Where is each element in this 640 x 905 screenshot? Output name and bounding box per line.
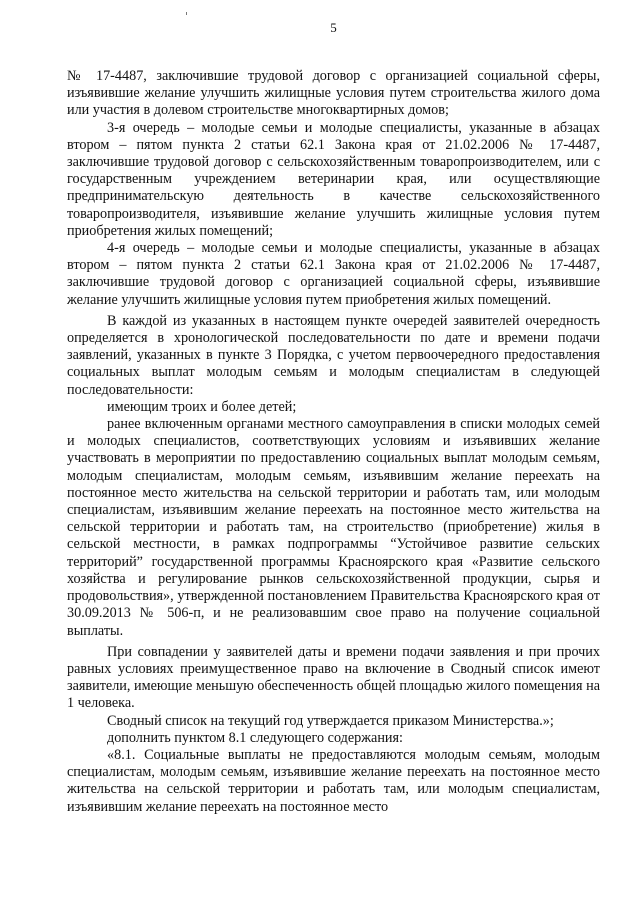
paragraph-previously-included: ранее включенным органами местного самоуправления в списки молодых семей и молодых специалистов, соответствующих условиям и изъявивших желание участвовать в мероприятии по предоставлению социальных выплат молодым семьям, молодым специалистам, молодым семьям, изъявившим желание переехать на постоянное место жительства на сельской территории и работать там, или молодым специалистам, изъявившим желание переехать на постоянное место жительства на сельской территории и работать там, на строительство (приобретение) жилья в сельской местности, в рамках подпрограммы “Устойчивое развитие сельских территорий” государственной программы Красноярского края «Развитие сельского хозяйства и регулирование рынков сельскохозяйственной продукции, сырья и продовольствия», утвержденной постановлением Правительства Красноярского края от 30.09.2013 № 506-п, и не реализовавшим свое право на получение социальной выплаты. <box>67 416 600 639</box>
scan-mark <box>186 12 187 15</box>
paragraph-queue-order: В каждой из указанных в настоящем пункте очередей заявителей очередность определяется в хронологической последовательности по дате и времени подачи заявлений, указанных в пункте 3 Порядка, с учетом первоочередного предоставления социальных выплат молодым семьям и молодым специалистам в следующей последовательности: <box>67 312 600 398</box>
paragraph-tie-break: При совпадении у заявителей даты и времени подачи заявления и при прочих равных условиях преимущественное право на включение в Сводный список имеют заявители, имеющие меньшую обеспеченность общей площадью жилого помещения на 1 человека. <box>67 643 600 712</box>
document-body <box>67 68 600 816</box>
paragraph-add-8-1: дополнить пунктом 8.1 следующего содержания: <box>107 729 403 746</box>
paragraph-three-children: имеющим троих и более детей; <box>107 398 297 415</box>
paragraph-queue-3: 3-я очередь – молодые семьи и молодые специалисты, указанные в абзацах втором – пятом пункта 2 статьи 62.1 Закона края от 21.02.2006 № 17-4487, заключившие трудовой договор с сельскохозяйственным товаропроизводителем, или с государственным учреждением ветеринарии края, или осуществляющие предпринимательскую деятельность в качестве сельскохозяйственного товаропроизводителя, изъявившие желание улучшить жилищные условия путем приобретения жилых помещений; <box>67 119 600 239</box>
paragraph-queue-4: 4-я очередь – молодые семьи и молодые специалисты, указанные в абзацах втором – пятом пункта 2 статьи 62.1 Закона края от 21.02.2006 № 17-4487, заключившие трудовой договор с организацией социальной сферы, изъявившие желание улучшить жилищные условия путем приобретения жилых помещений. <box>67 240 600 308</box>
paragraph-continuation: № 17-4487, заключившие трудовой договор с организацией социальной сферы, изъявившие желание улучшить жилищные условия путем строительства жилого дома или участия в долевом строительстве многоквартирных домов; <box>67 68 600 119</box>
paragraph-summary-list: Сводный список на текущий год утверждается приказом Министерства.»; <box>107 712 554 729</box>
page-number: 5 <box>330 20 337 35</box>
paragraph-8-1: «8.1. Социальные выплаты не предоставляются молодым семьям, молодым специалистам, молодым семьям, изъявившие желание переехать на постоянное место жительства на сельской территории и работать там, или молодым специалистам, изъявившим желание переехать на постоянное место <box>67 746 600 815</box>
